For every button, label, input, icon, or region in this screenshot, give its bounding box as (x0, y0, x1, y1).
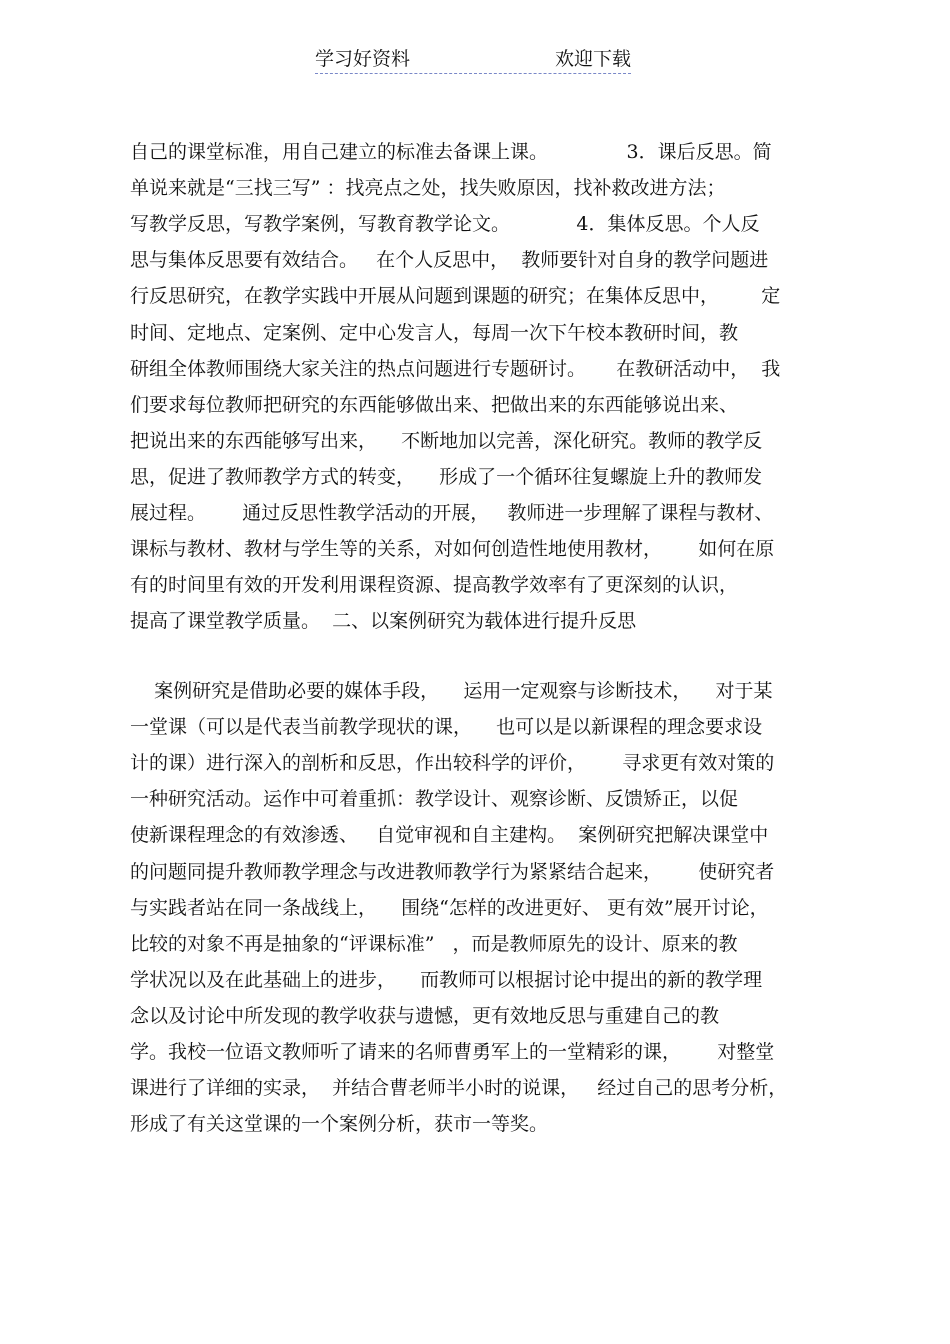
text-line: 研组全体教师围绕大家关注的热点问题进行专题研讨。 在教研活动中， 我 (130, 357, 781, 380)
text-line: 写教学反思，写教学案例，写教育教学论文。 4．集体反思。个人反 (130, 213, 760, 236)
text-line: 念以及讨论中所发现的教学收获与遗憾，更有效地反思与重建自己的教 (130, 1004, 720, 1027)
header-right-text: 欢迎下载 (554, 48, 631, 70)
text-line: 案例研究是借助必要的媒体手段， 运用一定观察与诊断技术， 对于某 (130, 680, 773, 702)
text-line: 学状况以及在此基础上的进步， 而教师可以根据讨论中提出的新的教学理 (130, 968, 763, 991)
text-line: 计的课）进行深入的剖析和反思，作出较科学的评价， 寻求更有效对策的 (130, 752, 775, 775)
text-line: 形成了有关这堂课的一个案例分析，获市一等奖。 (130, 1113, 549, 1136)
text-line: 展过程。 通过反思性教学活动的开展， 教师进一步理解了课程与教材、 (130, 502, 774, 524)
text-line: 课标与教材、教材与学生等的关系，对如何创造性地使用教材， 如何在原 (130, 538, 775, 561)
text-line: 思，促进了教师教学方式的转变， 形成了一个循环往复螺旋上升的教师发 (130, 465, 763, 488)
text-line: 们要求每位教师把研究的东西能够做出来、把做出来的东西能够说出来、 (130, 393, 739, 416)
text-line: 的问题同提升教师教学理念与改进教师教学行为紧紧结合起来， 使研究者 (130, 860, 775, 883)
header-left-text: 学习好资料 (315, 48, 411, 70)
text-line: 一堂课（可以是代表当前教学现状的课， 也可以是以新课程的理念要求设 (130, 716, 763, 739)
text-line: 课进行了详细的实录， 并结合曹老师半小时的说课， 经过自己的思考分析， (130, 1077, 788, 1100)
text-line: 比较的对象不再是抽象的“评课标准” ，而是教师原先的设计、原来的教 (130, 932, 738, 955)
text-line: 提高了课堂教学质量。 二、以案例研究为载体进行提升反思 (130, 610, 637, 633)
text-line: 把说出来的东西能够写出来， 不断地加以完善，深化研究。教师的教学反 (130, 429, 763, 452)
header-dashed-rule (315, 73, 631, 74)
text-line: 自己的课堂标准，用自己建立的标准去备课上课。 3．课后反思。简 (130, 141, 772, 163)
text-line: 单说来就是“三找三写” ：找亮点之处，找失败原因，找补救改进方法； (130, 177, 726, 200)
text-line: 学。我校一位语文教师听了请来的名师曹勇军上的一堂精彩的课， 对整堂 (130, 1041, 775, 1063)
text-line: 与实践者站在同一条战线上， 围绕“怎样的改进更好、 更有效”展开讨论， (130, 896, 769, 919)
text-line: 有的时间里有效的开发利用课程资源、提高教学效率有了更深刻的认识， (130, 574, 739, 597)
text-line: 行反思研究，在教学实践中开展从问题到课题的研究；在集体反思中， 定 (130, 285, 781, 308)
text-line: 一种研究活动。运作中可着重抓：教学设计、观察诊断、反馈矫正，以促 (130, 788, 739, 811)
text-line: 思与集体反思要有效结合。 在个人反思中， 教师要针对自身的教学问题进 (130, 249, 769, 272)
page-header (315, 44, 631, 74)
text-line: 时间、定地点、定案例、定中心发言人，每周一次下午校本教研时间，教 (130, 321, 739, 344)
text-line: 使新课程理念的有效渗透、 自觉审视和自主建构。 案例研究把解决课堂中 (130, 824, 769, 847)
